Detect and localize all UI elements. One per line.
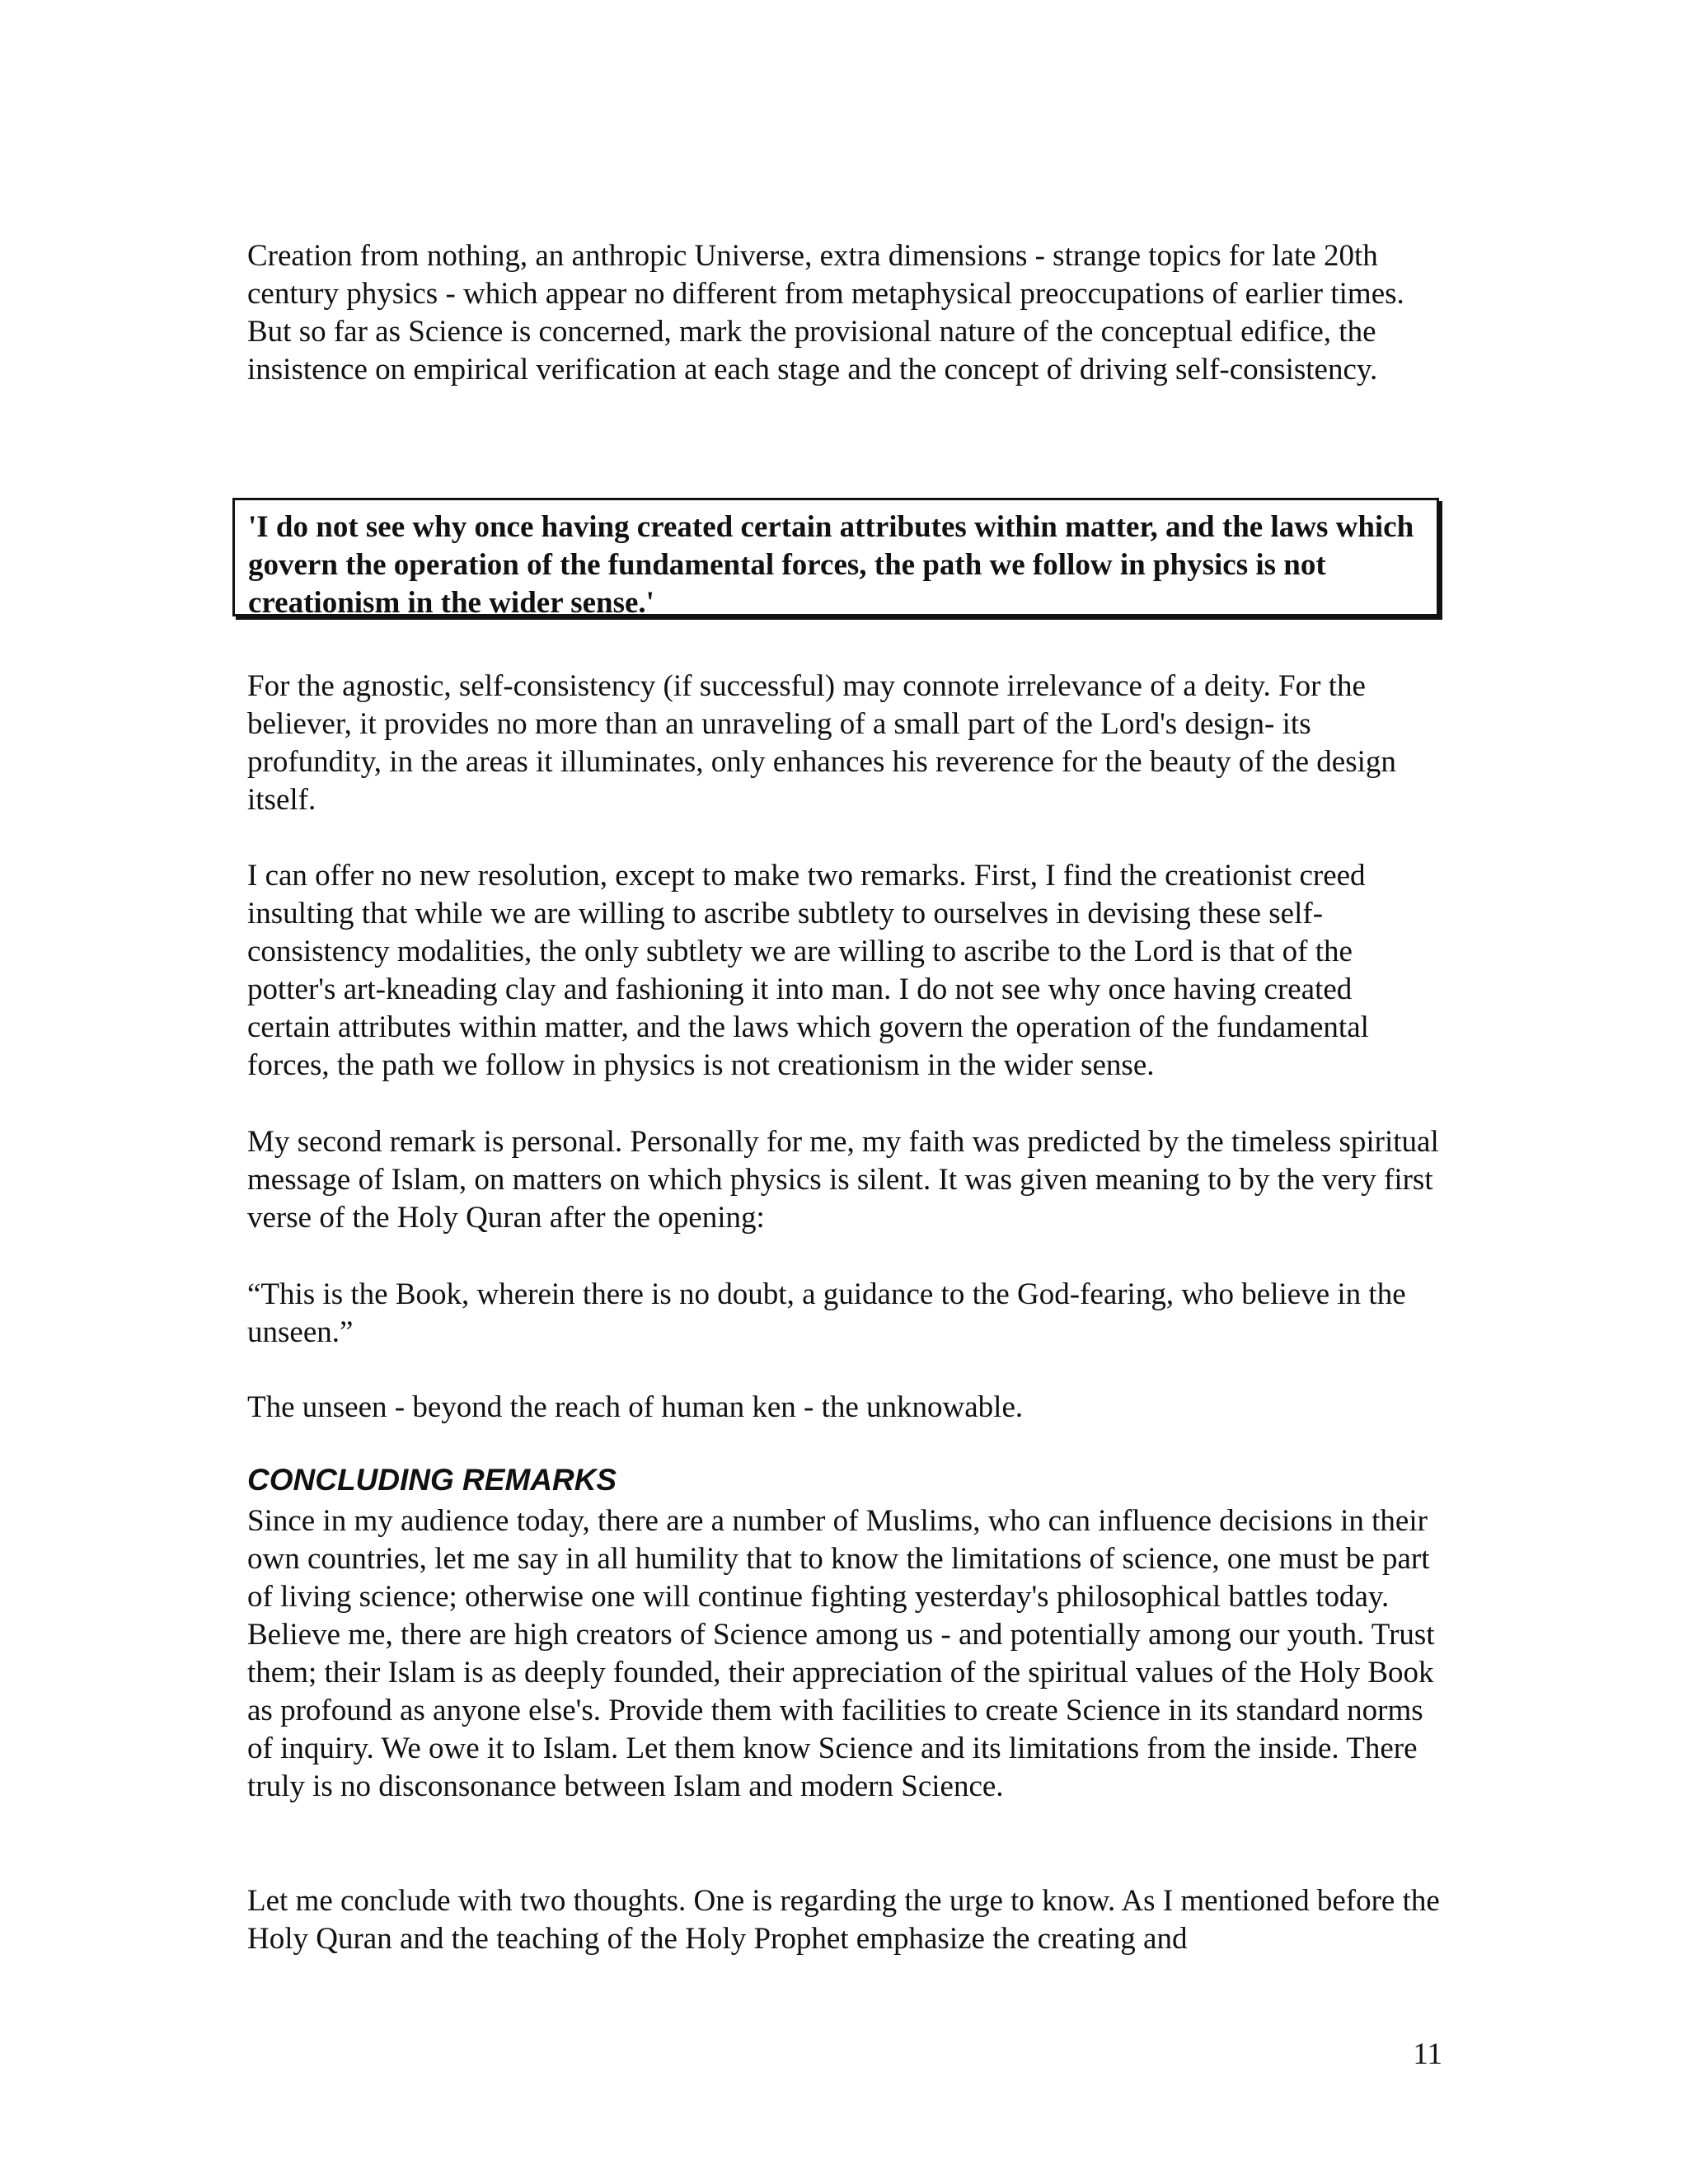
paragraph-the-unseen: The unseen - beyond the reach of human ken - the unknowable. (247, 1390, 1024, 1424)
page-number: 11 (1413, 2037, 1442, 2071)
paragraph-creation-from-nothing: Creation from nothing, an anthropic Universe, extra dimensions - strange topics for late 20th century physics - which appear no different from metaphysical preoccupations of earlier times. But so far as Science is concerned, mark the provisional nature of the conceptual edifice, the insistence on empirical verification at each stage and the concept of driving self-consistency. (247, 239, 1404, 387)
paragraph-agnostic: For the agnostic, self-consistency (if successful) may connote irrelevance of a deity. For the believer, it provides no more than an unraveling of a small part of the Lord's design- its profundity, in the areas it illuminates, only enhances his reverence for the beauty of the design itself. (247, 669, 1396, 817)
pull-quote-text: 'I do not see why once having created certain attributes within matter, and the laws which govern the operation of the fundamental forces, the path we follow in physics is not creationism in the wider sense.' (248, 510, 1414, 620)
paragraph-two-remarks: I can offer no new resolution, except to make two remarks. First, I find the creationist creed insulting that while we are willing to ascribe subtlety to ourselves in devising these self-consistency modalities, the only subtlety we are willing to ascribe to the Lord is that of the potter's art-kneading clay and fashioning it into man. I do not see why once having created certain attributes within matter, and the laws which govern the operation of the fundamental forces, the path we follow in physics is not creationism in the wider sense. (247, 859, 1369, 1082)
pull-quote-box (232, 498, 1439, 620)
paragraph-audience-muslims: Since in my audience today, there are a number of Muslims, who can influence decisions in their own countries, let me say in all humility that to know the limitations of science, one must be part of living science; otherwise one will continue fighting yesterday's philosophical battles today. Believe me, there are high creators of Science among us - and potentially among our youth. Trust them; their Islam is as deeply founded, their appreciation of the spiritual values of the Holy Book as profound as anyone else's. Provide them with facilities to create Science in its standard norms of inquiry. We owe it to Islam. Let them know Science and its limitations from the inside. There truly is no disconsonance between Islam and modern Science. (247, 1504, 1435, 1803)
paragraph-conclude-two-thoughts: Let me conclude with two thoughts. One is regarding the urge to know. As I mentioned before the Holy Quran and the teaching of the Holy Prophet emphasize the creating and (247, 1884, 1440, 1956)
paragraph-quran-verse: “This is the Book, wherein there is no doubt, a guidance to the God-fearing, who believe in the unseen.” (247, 1277, 1406, 1349)
section-heading-concluding-remarks: CONCLUDING REMARKS (247, 1463, 617, 1497)
paragraph-second-remark: My second remark is personal. Personally for me, my faith was predicted by the timeless spiritual message of Islam, on matters on which physics is silent. It was given meaning to by the very first verse of the Holy Quran after the opening: (247, 1125, 1439, 1235)
